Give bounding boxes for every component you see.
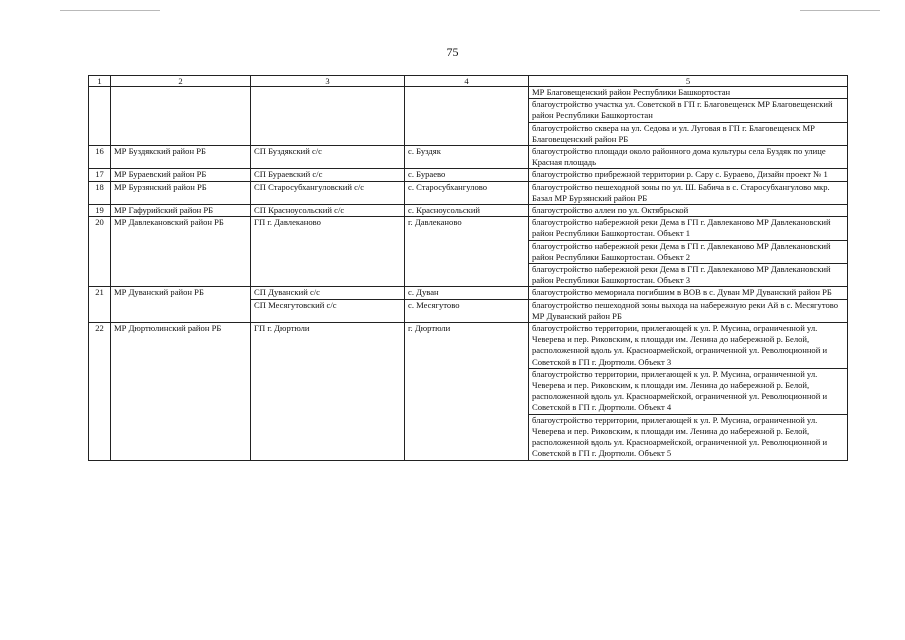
row-number: 18: [89, 181, 111, 204]
column-header-5: 5: [529, 76, 848, 87]
district-cell: МР Дуванский район РБ: [111, 287, 251, 323]
object-description: благоустройство набережной реки Дема в ГП г. Давлеканово МР Давлекановский район Республики Башкортостан. Объект 3: [529, 264, 848, 287]
table-row: [89, 217, 848, 240]
locality-cell: с. Старосубхангулово: [405, 181, 529, 204]
scan-artifact-left: [60, 10, 160, 11]
settlement-cell: СП Старосубхангуловский с/с: [251, 181, 405, 204]
settlement-cell: ГП г. Дюртюли: [251, 323, 405, 460]
locality-cell: г. Давлеканово: [405, 217, 529, 287]
table-row: [89, 87, 848, 99]
locality-cell: с. Месягутово: [405, 299, 529, 322]
locality-cell: с. Бураево: [405, 169, 529, 181]
settlement-cell: СП Красноусольский с/с: [251, 205, 405, 217]
object-description: благоустройство пешеходной зоны по ул. Ш. Бабича в с. Старосубхангулово мкр. Базал МР Бурзянский район РБ: [529, 181, 848, 204]
object-description: благоустройство прибрежной территории р. Сару с. Бураево, Дизайн проект № 1: [529, 169, 848, 181]
locality-cell: с. Красноусольский: [405, 205, 529, 217]
table-row: [89, 181, 848, 204]
settlement-cell: ГП г. Давлеканово: [251, 217, 405, 287]
table-row: [89, 205, 848, 217]
table-body: [89, 87, 848, 461]
district-cell: [111, 87, 251, 146]
object-description: благоустройство мемориала погибшим в ВОВ в с. Дуван МР Дуванский район РБ: [529, 287, 848, 299]
page-number: 75: [446, 45, 459, 59]
object-description: благоустройство территории, прилегающей к ул. Р. Мусина, ограниченной ул. Чеверева и пер. Риковским, к площади им. Ленина до набережной р. Белой, расположенной вдоль ул. Красноармейской, ограниченной ул. Революционной и Советской в ГП г. Дюртюли. Объект 3: [529, 323, 848, 369]
locality-cell: г. Дюртюли: [405, 323, 529, 460]
locality-cell: с. Буздяк: [405, 146, 529, 169]
column-header-3: 3: [251, 76, 405, 87]
object-description: МР Благовещенский район Республики Башкортостан: [529, 87, 848, 99]
row-number: 19: [89, 205, 111, 217]
table-row: [89, 287, 848, 299]
object-description: благоустройство аллеи по ул. Октябрьской: [529, 205, 848, 217]
district-cell: МР Гафурийский район РБ: [111, 205, 251, 217]
row-number: 21: [89, 287, 111, 323]
district-cell: МР Буздякский район РБ: [111, 146, 251, 169]
table-header: [89, 76, 848, 87]
object-description: благоустройство набережной реки Дема в ГП г. Давлеканово МР Давлекановский район Республики Башкортостан. Объект 2: [529, 240, 848, 263]
district-cell: МР Давлекановский район РБ: [111, 217, 251, 287]
object-description: благоустройство сквера на ул. Седова и ул. Луговая в ГП г. Благовещенск МР Благовещенский район РБ: [529, 122, 848, 145]
object-description: благоустройство участка ул. Советской в ГП г. Благовещенск МР Благовещенский район Республики Башкортостан: [529, 99, 848, 122]
column-header-4: 4: [405, 76, 529, 87]
object-description: благоустройство набережной реки Дема в ГП г. Давлеканово МР Давлекановский район Республики Башкортостан. Объект 1: [529, 217, 848, 240]
object-description: благоустройство территории, прилегающей к ул. Р. Мусина, ограниченной ул. Чеверева и пер. Риковским, к площади им. Ленина до набережной р. Белой, расположенной вдоль ул. Красноармейской, ограниченной ул. Революционной и Советской в ГП г. Дюртюли. Объект 4: [529, 368, 848, 414]
table-row: [89, 323, 848, 369]
settlement-cell: СП Бураевский с/с: [251, 169, 405, 181]
scan-artifact-right: [800, 10, 880, 11]
settlement-cell: [251, 87, 405, 146]
column-header-1: 1: [89, 76, 111, 87]
district-cell: МР Дюртюлинский район РБ: [111, 323, 251, 460]
row-number: 17: [89, 169, 111, 181]
column-header-2: 2: [111, 76, 251, 87]
table-row: [89, 169, 848, 181]
row-number: 20: [89, 217, 111, 287]
object-description: благоустройство площади около районного дома культуры села Буздяк по улице Красная площадь: [529, 146, 848, 169]
table-row: [89, 146, 848, 169]
locality-cell: [405, 87, 529, 146]
settlement-cell: СП Месягутовский с/с: [251, 299, 405, 322]
settlement-cell: СП Буздякский с/с: [251, 146, 405, 169]
district-cell: МР Бураевский район РБ: [111, 169, 251, 181]
row-number: 16: [89, 146, 111, 169]
row-number: 22: [89, 323, 111, 460]
district-cell: МР Бурзянский район РБ: [111, 181, 251, 204]
objects-table: [88, 75, 848, 461]
settlement-cell: СП Дуванский с/с: [251, 287, 405, 299]
locality-cell: с. Дуван: [405, 287, 529, 299]
row-number: [89, 87, 111, 146]
object-description: благоустройство территории, прилегающей к ул. Р. Мусина, ограниченной ул. Чеверева и пер. Риковским, к площади им. Ленина до набережной р. Белой, расположенной вдоль ул. Красноармейской, ограниченной ул. Революционной и Советской в ГП г. Дюртюли. Объект 5: [529, 414, 848, 460]
object-description: благоустройство пешеходной зоны выхода на набережную реки Ай в с. Месягутово МР Дуванский район РБ: [529, 299, 848, 322]
